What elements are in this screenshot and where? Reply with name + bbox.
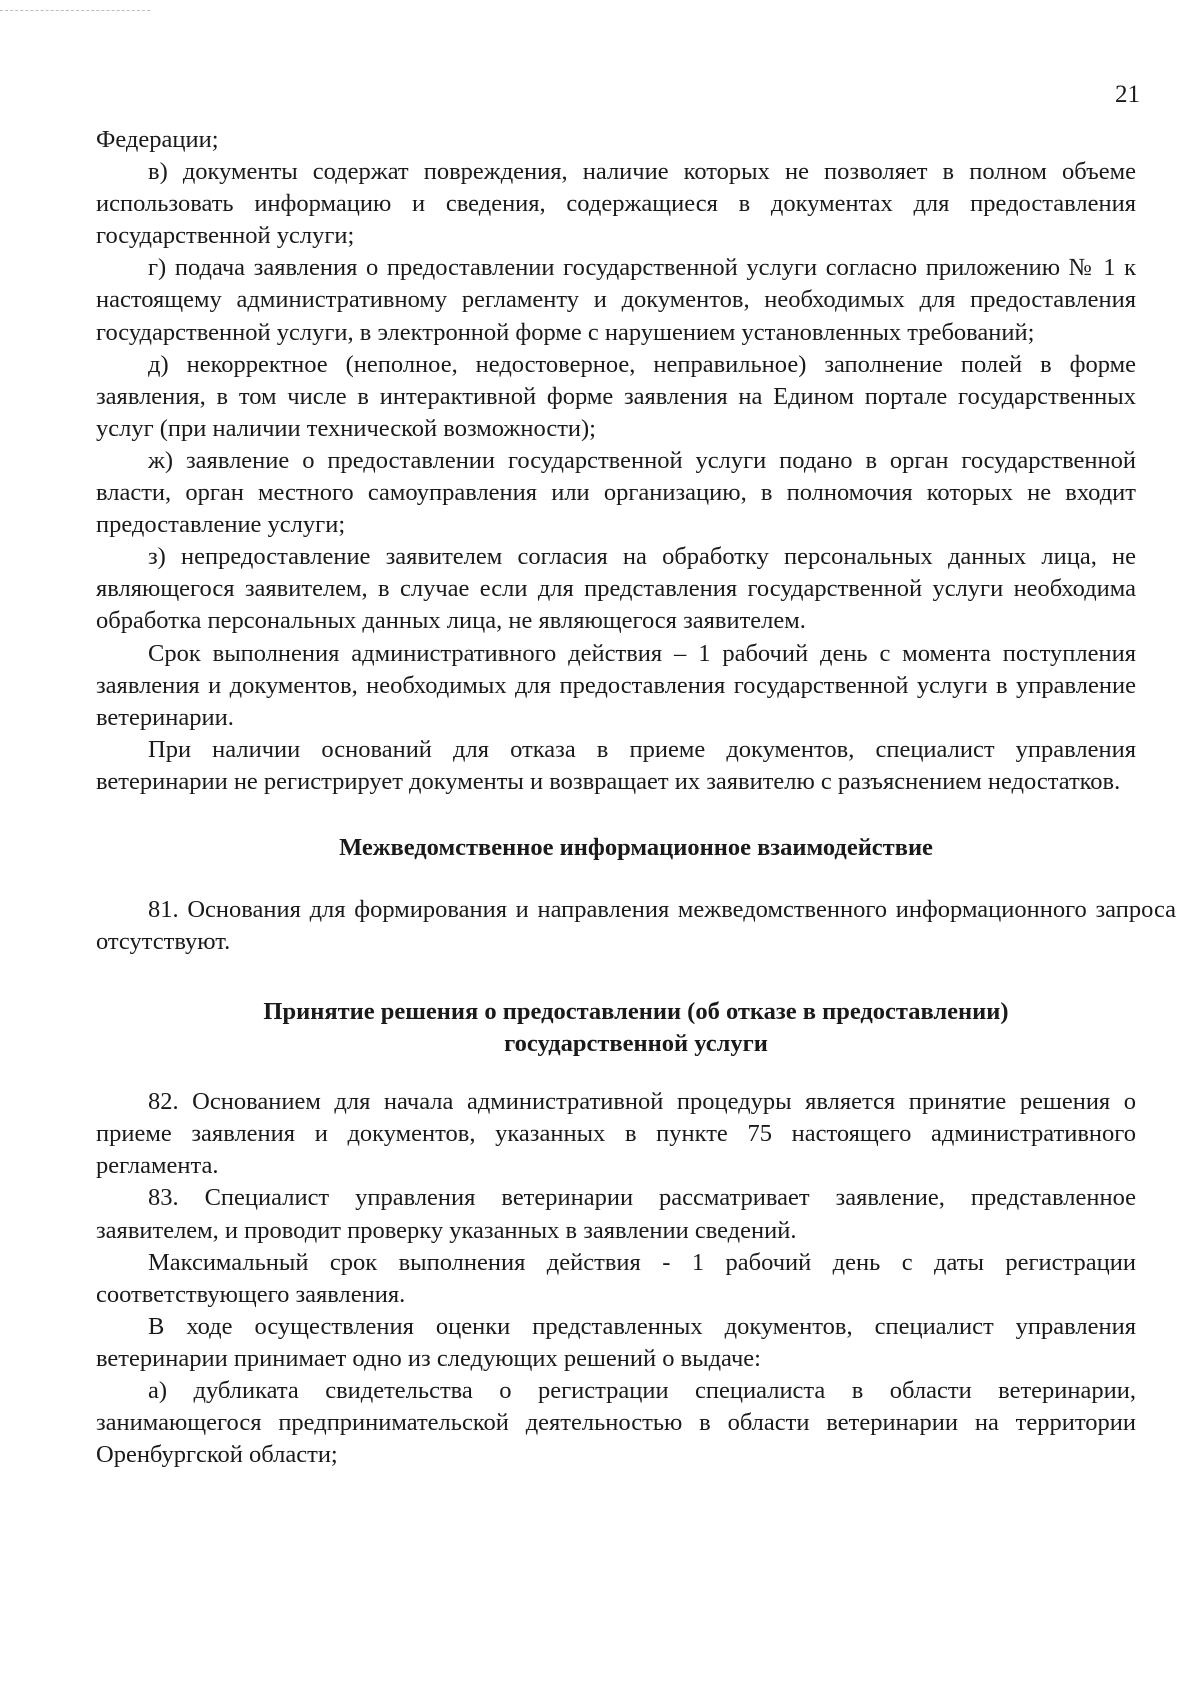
- page-number: 21: [1115, 81, 1140, 108]
- paragraph-81: 81. Основания для формирования и направления межведомственного информационного запроса отсутствуют.: [96, 895, 1176, 956]
- section-heading-decision-line1: Принятие решения о предоставлении (об отказе в предоставлении): [263, 998, 1009, 1026]
- paragraph-item-zh: ж) заявление о предоставлении государственной услуги подано в орган государственной власти, орган местного самоуправления или организацию, в полномочия которых не входит предоставление услуги;: [96, 446, 1136, 539]
- scan-artifact: [0, 10, 150, 11]
- paragraph-83: 83. Специалист управления ветеринарии рассматривает заявление, представленное заявителем, и проводит проверку указанных в заявлении сведений.: [96, 1184, 1136, 1244]
- paragraph-82: 82. Основанием для начала административной процедуры является принятие решения о приеме заявления и документов, указанных в пункте 75 настоящего административного регламента.: [96, 1088, 1136, 1180]
- paragraph-assessment: В ходе осуществления оценки представленных документов, специалист управления ветеринарии принимает одно из следующих решений о выдаче:: [96, 1312, 1136, 1372]
- paragraph-item-d: д) некорректное (неполное, недостоверное, неправильное) заполнение полей в форме заявления, в том числе в интерактивной форме заявления на Едином портале государственных услуг (при наличии технической возможности);: [96, 350, 1136, 442]
- document-body: [96, 124, 1176, 1471]
- paragraph-term: Срок выполнения административного действия – 1 рабочий день с момента поступления заявления и документов, необходимых для предоставления государственной услуги в управление ветеринарии.: [96, 639, 1136, 731]
- paragraph-item-v: в) документы содержат повреждения, наличие которых не позволяет в полном объеме использовать информацию и сведения, содержащиеся в документах для предоставления государственной услуги;: [96, 158, 1136, 250]
- paragraph-item-a: а) дубликата свидетельства о регистрации специалиста в области ветеринарии, занимающегося предпринимательской деятельностью в области ветеринарии на территории Оренбургской области;: [96, 1377, 1136, 1469]
- section-heading-decision: [96, 996, 1136, 1060]
- paragraph-continuation: Федерации;: [96, 126, 219, 153]
- paragraph-item-z: з) непредоставление заявителем согласия на обработку персональных данных лица, не являющегося заявителем, в случае если для представления государственной услуги необходима обработка персональных данных лица, не являющегося заявителем.: [96, 543, 1136, 635]
- section-heading-decision-line2: государственной услуги: [504, 1030, 768, 1058]
- paragraph-max-term: Максимальный срок выполнения действия - 1 рабочий день с даты регистрации соответствующего заявления.: [96, 1248, 1136, 1308]
- paragraph-refusal: При наличии оснований для отказа в приеме документов, специалист управления ветеринарии не регистрирует документы и возвращает их заявителю с разъяснением недостатков.: [96, 735, 1136, 795]
- section-heading-interagency: Межведомственное информационное взаимодействие: [339, 833, 933, 861]
- paragraph-item-g: г) подача заявления о предоставлении государственной услуги согласно приложению № 1 к настоящему административному регламенту и документов, необходимых для предоставления государственной услуги, в электронной форме с нарушением установленных требований;: [96, 254, 1136, 346]
